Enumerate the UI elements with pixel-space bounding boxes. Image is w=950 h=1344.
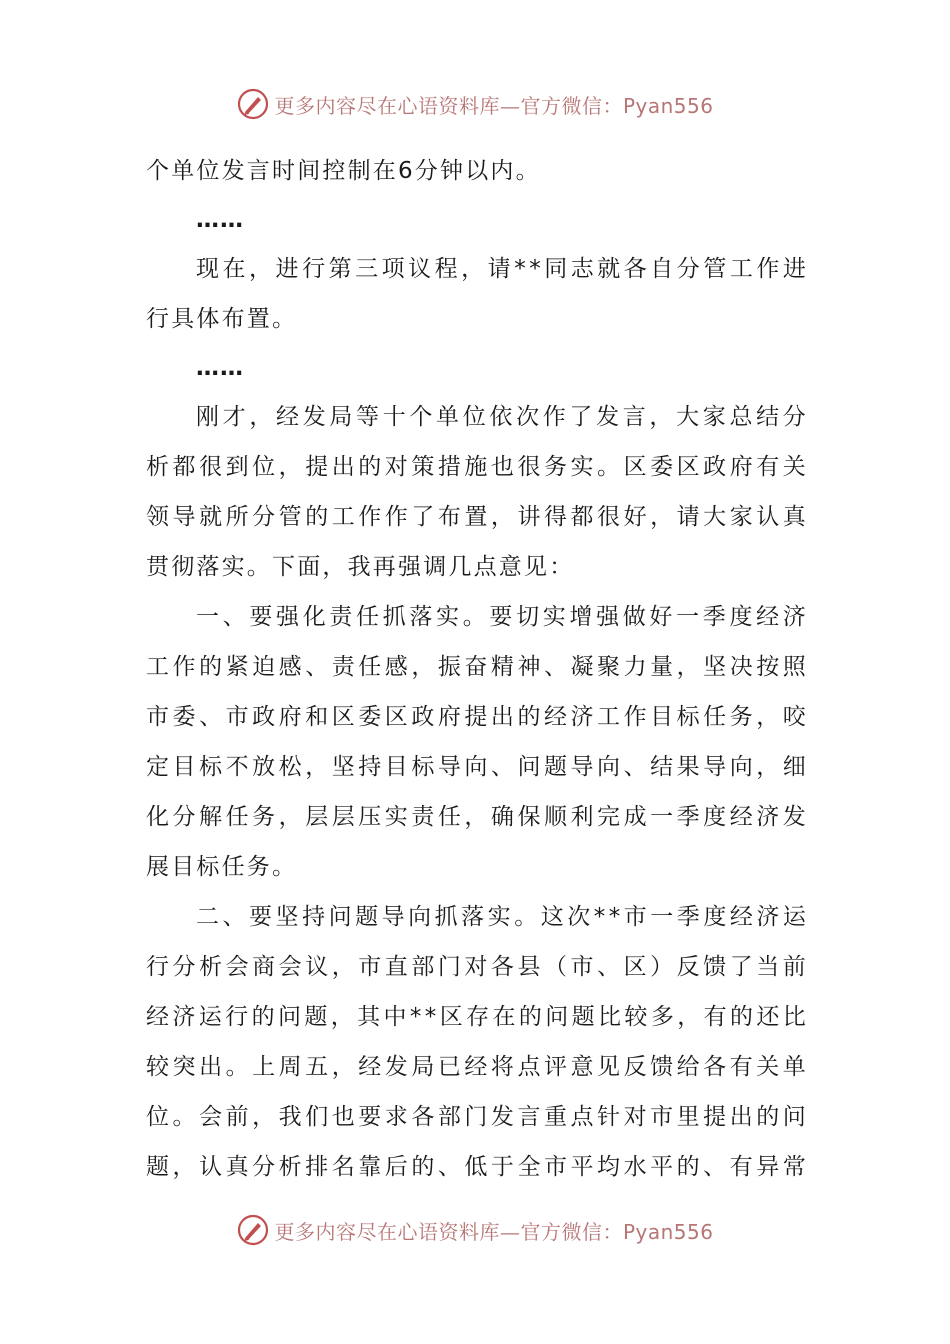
- header-watermark: [0, 84, 950, 124]
- text-line: 工 作 的 紧 迫 感 、 责 任 感 ， 振 奋 精 神 、 凝 聚 力 量 ， 坚 决 按 照: [146, 654, 806, 680]
- text-line: 题 ， 认 真 分 析 排 名 靠 后 的 、 低 于 全 市 平 均 水 平 的 、 有 异 常: [146, 1154, 806, 1180]
- text-line: 行 分 析 会 商 会 议 ， 市 直 部 门 对 各 县 （ 市 、 区 ） 反 馈 了 当 前: [146, 954, 806, 980]
- text-line: 贯彻落实。下面，我再强调几点意见：: [146, 554, 575, 580]
- text-line: 析 都 很 到 位 ， 提 出 的 对 策 措 施 也 很 务 实 。 区 委 区 政 府 有 关: [146, 454, 806, 480]
- text-line: 一 、 要 强 化 责 任 抓 落 实 。 要 切 实 增 强 做 好 一 季 度 经 济: [196, 604, 806, 630]
- watermark-text: 更多内容尽在心语资料库—官方微信：Pyan556: [274, 93, 714, 118]
- text-line: 领 导 就 所 分 管 的 工 作 作 了 布 置 ， 讲 得 都 很 好 ， 请 大 家 认 真: [146, 504, 806, 530]
- text-line: 二 、 要 坚 持 问 题 导 向 抓 落 实 。 这 次 * * 市 一 季 度 经 济 运: [196, 904, 806, 930]
- text-line: 定 目 标 不 放 松 ， 坚 持 目 标 导 向 、 问 题 导 向 、 结 果 导 向 ， 细: [146, 754, 806, 780]
- text-line: 现 在 ， 进 行 第 三 项 议 程 ， 请 * * 同 志 就 各 自 分 管 工 作 进: [196, 256, 806, 282]
- watermark-text: 更多内容尽在心语资料库—官方微信：Pyan556: [274, 1219, 714, 1244]
- text-line: 化 分 解 任 务 ， 层 层 压 实 责 任 ， 确 保 顺 利 完 成 一 季 度 经 济 发: [146, 804, 806, 830]
- pen-logo-icon: [236, 1213, 270, 1247]
- text-line: 行具体布置。: [146, 306, 298, 332]
- ellipsis-line: ……: [196, 355, 244, 381]
- text-line: 展目标任务。: [146, 854, 298, 880]
- text-line: 较 突 出 。 上 周 五 ， 经 发 局 已 经 将 点 评 意 见 反 馈 给 各 有 关 单: [146, 1054, 806, 1080]
- text-line: 位 。 会 前 ， 我 们 也 要 求 各 部 门 发 言 重 点 针 对 市 里 提 出 的 问: [146, 1104, 806, 1130]
- text-line: 刚 才 ， 经 发 局 等 十 个 单 位 依 次 作 了 发 言 ， 大 家 总 结 分: [196, 404, 806, 430]
- ellipsis-line: ……: [196, 207, 244, 233]
- text-line: 个单位发言时间控制在6分钟以内。: [146, 158, 541, 184]
- footer-watermark: [0, 1210, 950, 1250]
- pen-logo-icon: [236, 87, 270, 121]
- text-line: 市 委 、 市 政 府 和 区 委 区 政 府 提 出 的 经 济 工 作 目 标 任 务 ， 咬: [146, 704, 806, 730]
- text-line: 经 济 运 行 的 问 题 ， 其 中 * * 区 存 在 的 问 题 比 较 多 ， 有 的 还 比: [146, 1004, 806, 1030]
- document-body: [146, 146, 806, 1192]
